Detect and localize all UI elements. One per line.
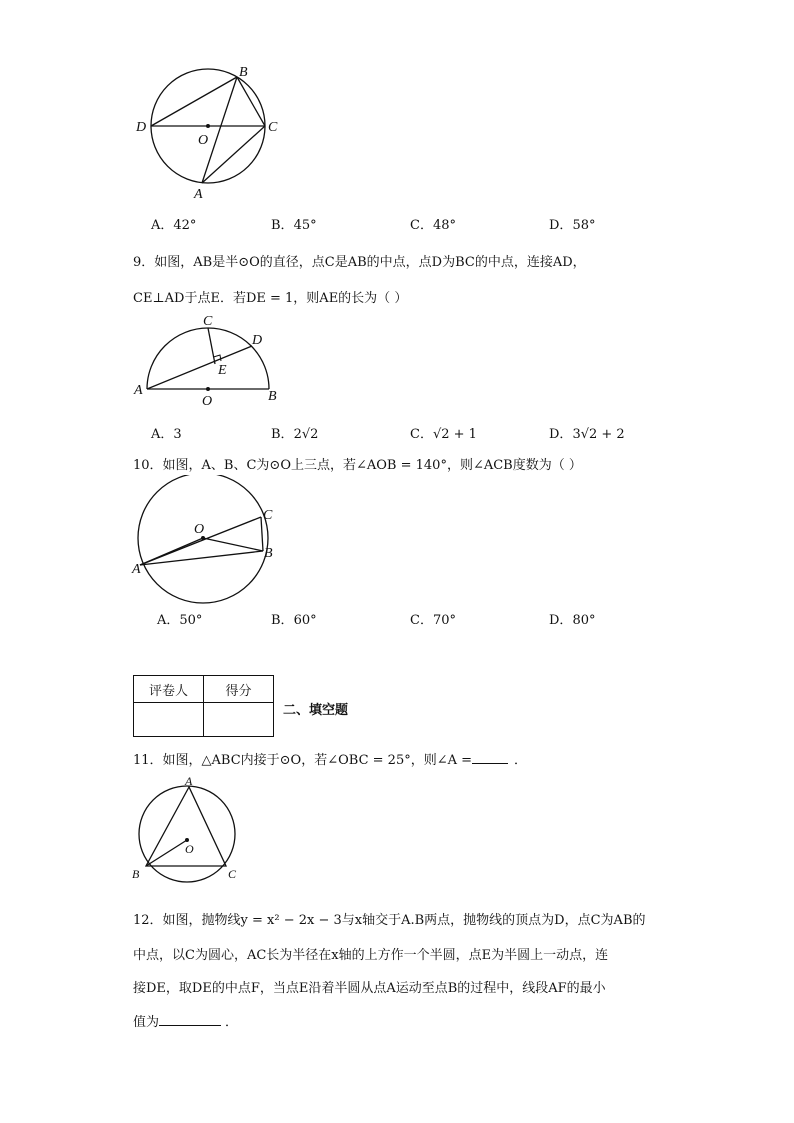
q12-stem-line3: 接DE，取DE的中点F，当点E沿着半圆从点A运动至点B的过程中，线段AF的最小 — [133, 981, 606, 996]
q12-answer-blank[interactable] — [159, 1025, 221, 1026]
q10-segment-ob — [203, 538, 263, 551]
q12-stem-line4 — [133, 1011, 238, 1030]
q9-label-e: E — [218, 363, 227, 378]
q8-chord-db — [151, 77, 237, 126]
q11-answer-blank[interactable] — [472, 763, 508, 764]
q11-segment-ob — [146, 840, 187, 866]
q12-stem-line2: 中点，以C为圆心，AC长为半径在x轴的上方作一个半圆，点E为半圆上一动点，连 — [133, 948, 609, 963]
q10-label-c: C — [263, 508, 273, 523]
q8-option-d[interactable]: D．58° — [549, 218, 596, 233]
q9-center-dot — [206, 387, 210, 391]
q9-label-c: C — [203, 314, 213, 329]
q9-option-b[interactable]: B．2√2 — [271, 427, 319, 442]
q9-option-a[interactable]: A．3 — [151, 427, 182, 442]
q10-option-c[interactable]: C．70° — [410, 613, 456, 628]
q9-stem-line2: CE⊥AD于点E．若DE = 1，则AE的长为（ ） — [133, 291, 408, 306]
score-table-score-header: 得分 — [204, 676, 274, 703]
q8-figure — [130, 60, 290, 205]
q11-label-b: B — [132, 867, 140, 881]
q11-label-c: C — [228, 867, 237, 881]
section-title: 二、填空题 — [283, 703, 349, 718]
q11-label-a: A — [185, 774, 193, 788]
q8-center-dot — [206, 124, 210, 128]
score-table — [133, 675, 274, 737]
q12-stem-line4-end: ． — [225, 1015, 239, 1030]
q9-stem-line1: 9．如图，AB是半⊙O的直径，点C是AB的中点，点D为BC的中点，连接AD， — [133, 255, 586, 270]
q10-label-o: O — [194, 522, 205, 537]
q8-option-c[interactable]: C．48° — [410, 218, 456, 233]
q10-option-d[interactable]: D．80° — [549, 613, 596, 628]
q8-label-c: C — [268, 120, 278, 135]
q9-option-c[interactable]: C．√2 + 1 — [410, 427, 477, 442]
q9-label-b: B — [268, 389, 277, 404]
q9-segment-ad — [147, 346, 252, 389]
q9-option-d[interactable]: D．3√2 + 2 — [549, 427, 625, 442]
q11-label-o: O — [185, 842, 194, 856]
q9-segment-ce — [208, 328, 215, 364]
q9-label-d: D — [252, 333, 263, 348]
q10-label-b: B — [264, 546, 273, 561]
score-table-score-cell[interactable] — [204, 703, 274, 737]
q11-stem — [133, 749, 527, 768]
q8-label-b: B — [239, 65, 248, 80]
q10-option-b[interactable]: B．60° — [271, 613, 317, 628]
q8-label-a: A — [194, 187, 203, 202]
score-table-reviewer-header: 评卷人 — [134, 676, 204, 703]
q8-label-o: O — [198, 133, 209, 148]
score-table-reviewer-cell[interactable] — [134, 703, 204, 737]
q8-option-b[interactable]: B．45° — [271, 218, 317, 233]
q9-figure — [130, 312, 290, 410]
q11-circle — [139, 786, 235, 882]
q9-semicircle — [147, 328, 269, 389]
q11-stem-end: ． — [514, 753, 528, 768]
q12-stem-line1: 12．如图，抛物线y = x² − 2x − 3与x轴交于A.B两点，抛物线的顶点为D，点C为AB的 — [133, 913, 646, 928]
q9-label-a: A — [134, 383, 143, 398]
q8-chord-bc — [237, 77, 265, 126]
q8-option-a[interactable]: A．42° — [151, 218, 197, 233]
q11-figure — [128, 770, 248, 886]
q10-option-a[interactable]: A．50° — [157, 613, 203, 628]
q11-stem-text: 11．如图，△ABC内接于⊙O，若∠OBC = 25°，则∠A = — [133, 753, 473, 768]
q10-label-a: A — [132, 562, 141, 577]
q8-label-d: D — [136, 120, 147, 135]
q10-figure — [128, 475, 288, 610]
q10-stem-line1: 10．如图，A、B、C为⊙O上三点，若∠AOB = 140°，则∠ACB度数为（ ） — [133, 458, 582, 473]
q9-label-o: O — [202, 394, 213, 409]
q12-stem-line4-text: 值为 — [133, 1015, 160, 1030]
